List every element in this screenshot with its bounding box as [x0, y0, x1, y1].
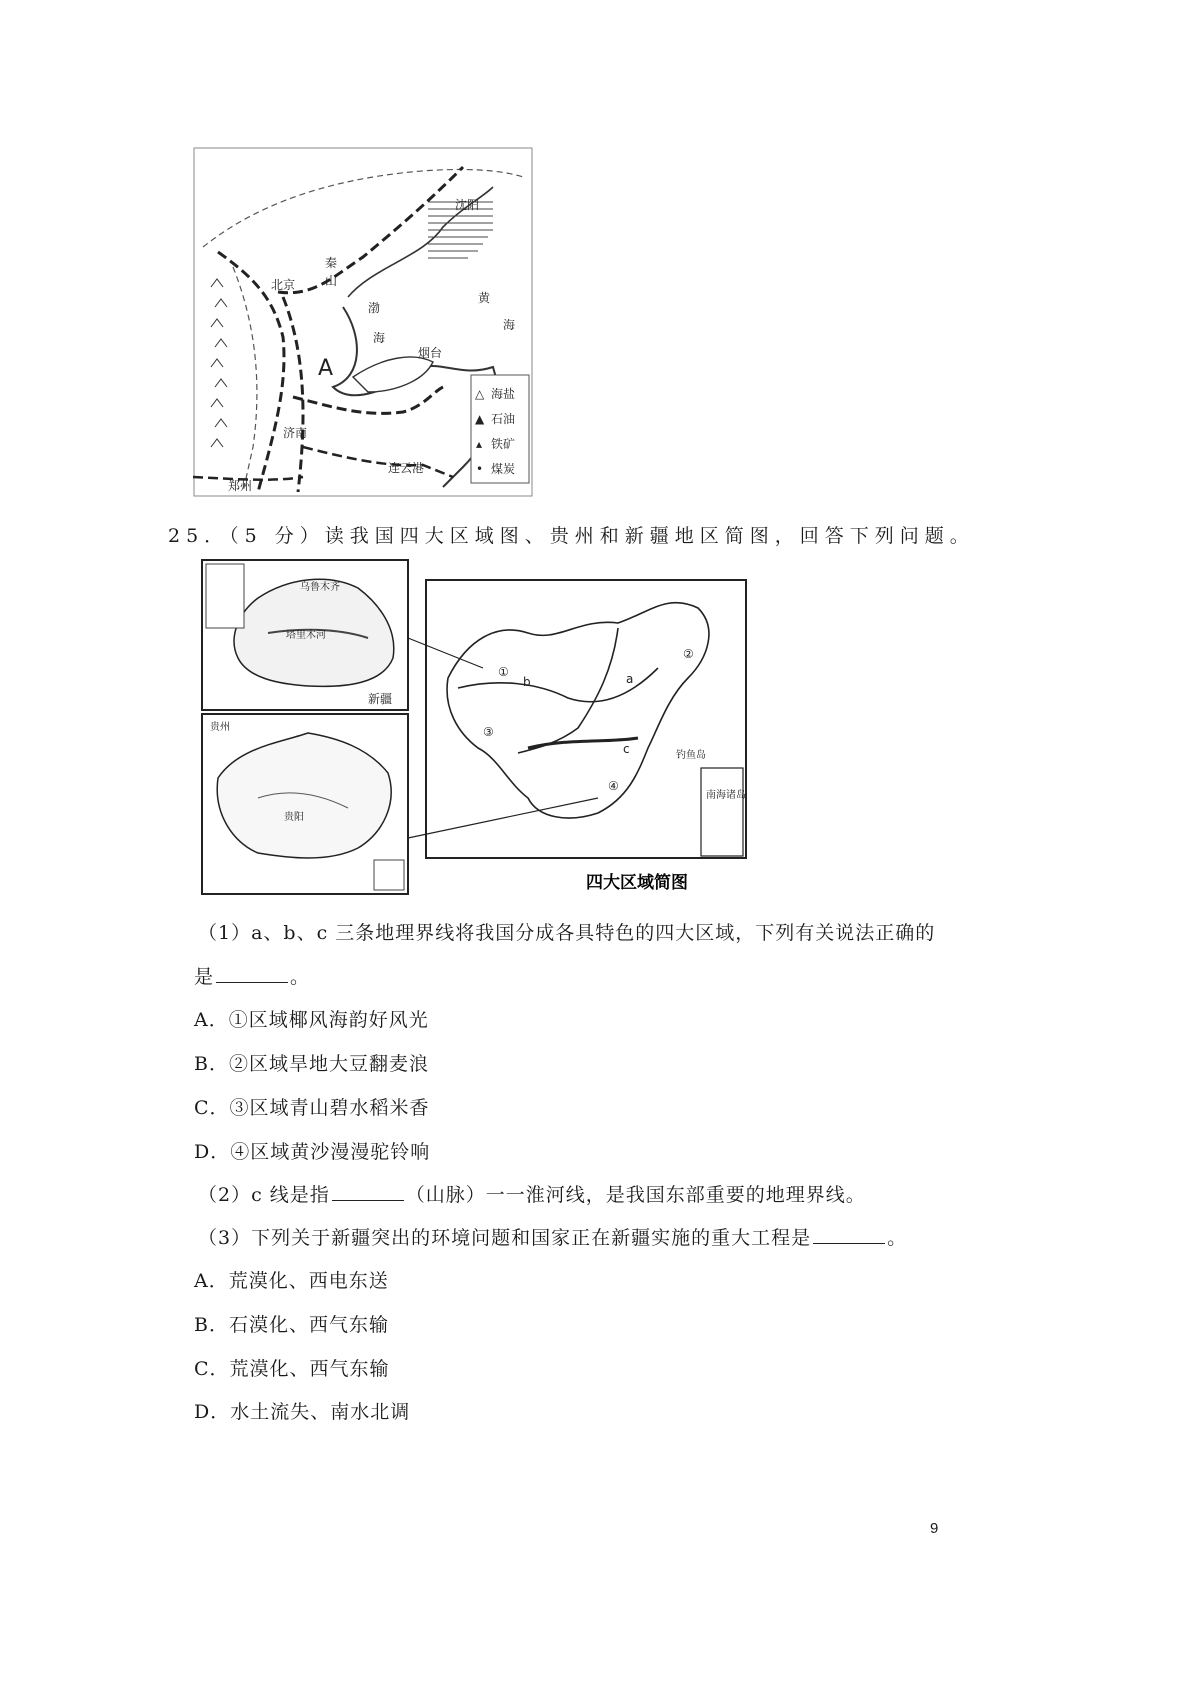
- legend-sea-salt: 海盐: [491, 387, 516, 401]
- sub-question-3-suffix: 。: [887, 1227, 908, 1249]
- sub-question-2: [198, 1180, 866, 1207]
- sub-question-1-line2: [194, 962, 310, 989]
- xinjiang-label: 新疆: [368, 692, 393, 706]
- legend-iron: 铁矿: [491, 437, 516, 451]
- map-place-bo: 渤: [368, 301, 381, 315]
- xinjiang-place-tarim: 塔里木河: [286, 630, 326, 641]
- page-number: 9: [930, 1520, 939, 1537]
- map-place-huang: 黄: [478, 291, 491, 305]
- region-mark-1: ①: [498, 665, 509, 679]
- option-1b[interactable]: B．②区域旱地大豆翻麦浪: [194, 1053, 429, 1075]
- legend-sea-salt-icon: △: [475, 387, 485, 401]
- map-place-shenyang: 沈阳: [455, 198, 480, 212]
- answer-blank-3[interactable]: [813, 1224, 885, 1244]
- diaoyu-label: 钓鱼岛: [676, 750, 706, 761]
- map-place-lianyungang: 连云港: [388, 461, 425, 475]
- question-25-header: 25．（5 分）读我国四大区域图、贵州和新疆地区简图，回答下列问题。: [168, 525, 975, 547]
- option-3a[interactable]: A．荒漠化、西电东送: [194, 1270, 389, 1292]
- sub-question-2-prefix: （2）c 线是指: [198, 1184, 330, 1206]
- sub-question-2-suffix: （山脉）一一淮河线，是我国东部重要的地理界线。: [405, 1184, 866, 1206]
- option-1d[interactable]: D．④区域黄沙漫漫驼铃响: [194, 1141, 431, 1163]
- map-place-shan: 山: [325, 274, 338, 288]
- map-place-huanghai: 海: [503, 318, 516, 332]
- legend-iron-icon: ▴: [476, 437, 483, 451]
- legend-oil-icon: ▲: [475, 412, 485, 426]
- answer-blank-2[interactable]: [332, 1181, 404, 1201]
- sub-question-3-prefix: （3）下列关于新疆突出的环境问题和国家正在新疆实施的重大工程是: [198, 1227, 812, 1249]
- map-place-beijing: 北京: [271, 278, 296, 292]
- map-place-hai: 海: [373, 331, 386, 345]
- north-region-map: [193, 147, 533, 497]
- option-3b[interactable]: B．石漠化、西气东输: [194, 1314, 389, 1336]
- four-regions-figure: [198, 558, 773, 898]
- sub-question-1-suffix: 。: [290, 966, 311, 988]
- map-place-jinan: 济南: [283, 426, 308, 440]
- sub-question-1-prefix: 是: [194, 966, 215, 988]
- option-3d[interactable]: D．水土流失、南水北调: [194, 1401, 411, 1423]
- map-place-qin: 秦: [325, 256, 338, 270]
- option-1a[interactable]: A．①区域椰风海韵好风光: [194, 1009, 429, 1031]
- region-mark-4: ④: [608, 779, 619, 793]
- south-sea-label: 南海诸岛: [706, 790, 746, 801]
- sub-question-1-line1: （1）a、b、c 三条地理界线将我国分成各具特色的四大区域，下列有关说法正确的: [198, 922, 936, 944]
- region-mark-3: ③: [483, 725, 494, 739]
- figure-caption: 四大区域简图: [586, 873, 688, 893]
- boundary-c: c: [623, 742, 630, 756]
- guizhou-label: 贵州: [210, 722, 230, 733]
- boundary-b: b: [523, 675, 531, 689]
- boundary-a: a: [626, 672, 634, 686]
- legend-oil: 石油: [491, 412, 516, 426]
- map-letter-a: A: [318, 356, 334, 381]
- option-3c[interactable]: C．荒漠化、西气东输: [194, 1358, 390, 1380]
- map-place-zhengzhou: 郑州: [228, 479, 253, 493]
- legend-coal: 煤炭: [491, 462, 516, 476]
- map-place-yantai: 烟台: [418, 346, 443, 360]
- xinjiang-place-urumqi: 乌鲁木齐: [300, 582, 340, 593]
- region-mark-2: ②: [683, 647, 694, 661]
- option-1c[interactable]: C．③区域青山碧水稻米香: [194, 1097, 430, 1119]
- answer-blank-1[interactable]: [216, 963, 288, 983]
- guizhou-place-guiyang: 贵阳: [284, 812, 304, 823]
- sub-question-3: [198, 1223, 907, 1250]
- legend-coal-icon: •: [476, 462, 484, 476]
